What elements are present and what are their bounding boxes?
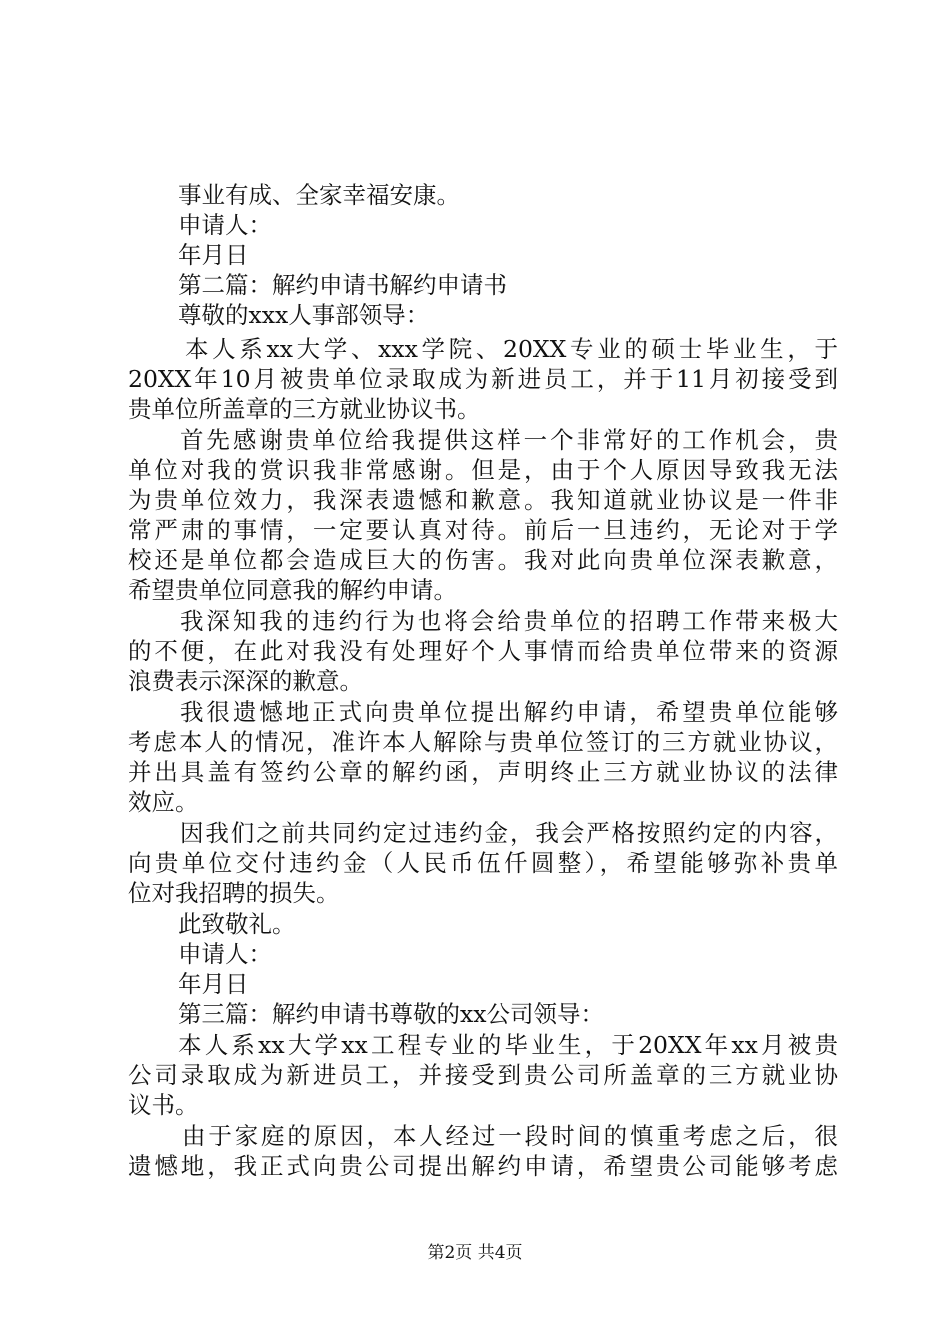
text-line: 因我们之前共同约定过违约金，我会严格按照约定的内容，: [180, 819, 838, 847]
text-line: 希望贵单位同意我的解约申请。: [128, 576, 457, 604]
section-heading: 第三篇：解约申请书尊敬的xx公司领导：: [178, 1000, 605, 1028]
text-line: 本人系xx大学、xxx学院、20XX专业的硕士毕业生，于: [185, 335, 838, 363]
text-line: 本人系xx大学xx工程专业的毕业生，于20XX年xx月被贵: [178, 1031, 838, 1059]
text-line: 申请人：: [178, 940, 272, 968]
text-line: 公司录取成为新进员工，并接受到贵公司所盖章的三方就业协: [128, 1061, 838, 1089]
text-line: 议书。: [128, 1091, 199, 1119]
text-line: 遗憾地，我正式向贵公司提出解约申请，希望贵公司能够考虑: [128, 1152, 838, 1180]
text-line: 申请人：: [178, 211, 272, 239]
text-line: 20XX年10月被贵单位录取成为新进员工，并于11月初接受到: [128, 365, 838, 393]
text-line: 效应。: [128, 788, 199, 816]
text-line: 浪费表示深深的歉意。: [128, 667, 363, 695]
page-footer: 第2页 共4页: [427, 1243, 523, 1263]
text-line: 向贵单位交付违约金（人民币伍仟圆整），希望能够弥补贵单: [128, 849, 838, 877]
text-line: 年月日: [178, 241, 249, 269]
text-line: 我深知我的违约行为也将会给贵单位的招聘工作带来极大: [180, 607, 838, 635]
text-line: 校还是单位都会造成巨大的伤害。我对此向贵单位深表歉意，: [128, 546, 838, 574]
text-line: 单位对我的赏识我非常感谢。但是，由于个人原因导致我无法: [128, 456, 838, 484]
text-line: 我很遗憾地正式向贵单位提出解约申请，希望贵单位能够: [180, 698, 838, 726]
text-line: 贵单位所盖章的三方就业协议书。: [128, 395, 481, 423]
salutation: 尊敬的xxx人事部领导：: [178, 301, 430, 329]
text-line: 并出具盖有签约公章的解约函，声明终止三方就业协议的法律: [128, 758, 838, 786]
text-line: 事业有成、全家幸福安康。: [178, 181, 460, 209]
text-line: 为贵单位效力，我深表遗憾和歉意。我知道就业协议是一件非: [128, 486, 838, 514]
text-line: 首先感谢贵单位给我提供这样一个非常好的工作机会，贵: [180, 426, 838, 454]
section-heading: 第二篇：解约申请书解约申请书: [178, 271, 507, 299]
text-line: 年月日: [178, 970, 249, 998]
text-line: 由于家庭的原因，本人经过一段时间的慎重考虑之后，很: [182, 1122, 838, 1150]
text-line: 考虑本人的情况，准许本人解除与贵单位签订的三方就业协议，: [128, 728, 838, 756]
text-line: 此致敬礼。: [178, 910, 296, 938]
text-line: 的不便，在此对我没有处理好个人事情而给贵单位带来的资源: [128, 637, 838, 665]
text-line: 常严肃的事情，一定要认真对待。前后一旦违约，无论对于学: [128, 516, 838, 544]
text-line: 位对我招聘的损失。: [128, 879, 340, 907]
